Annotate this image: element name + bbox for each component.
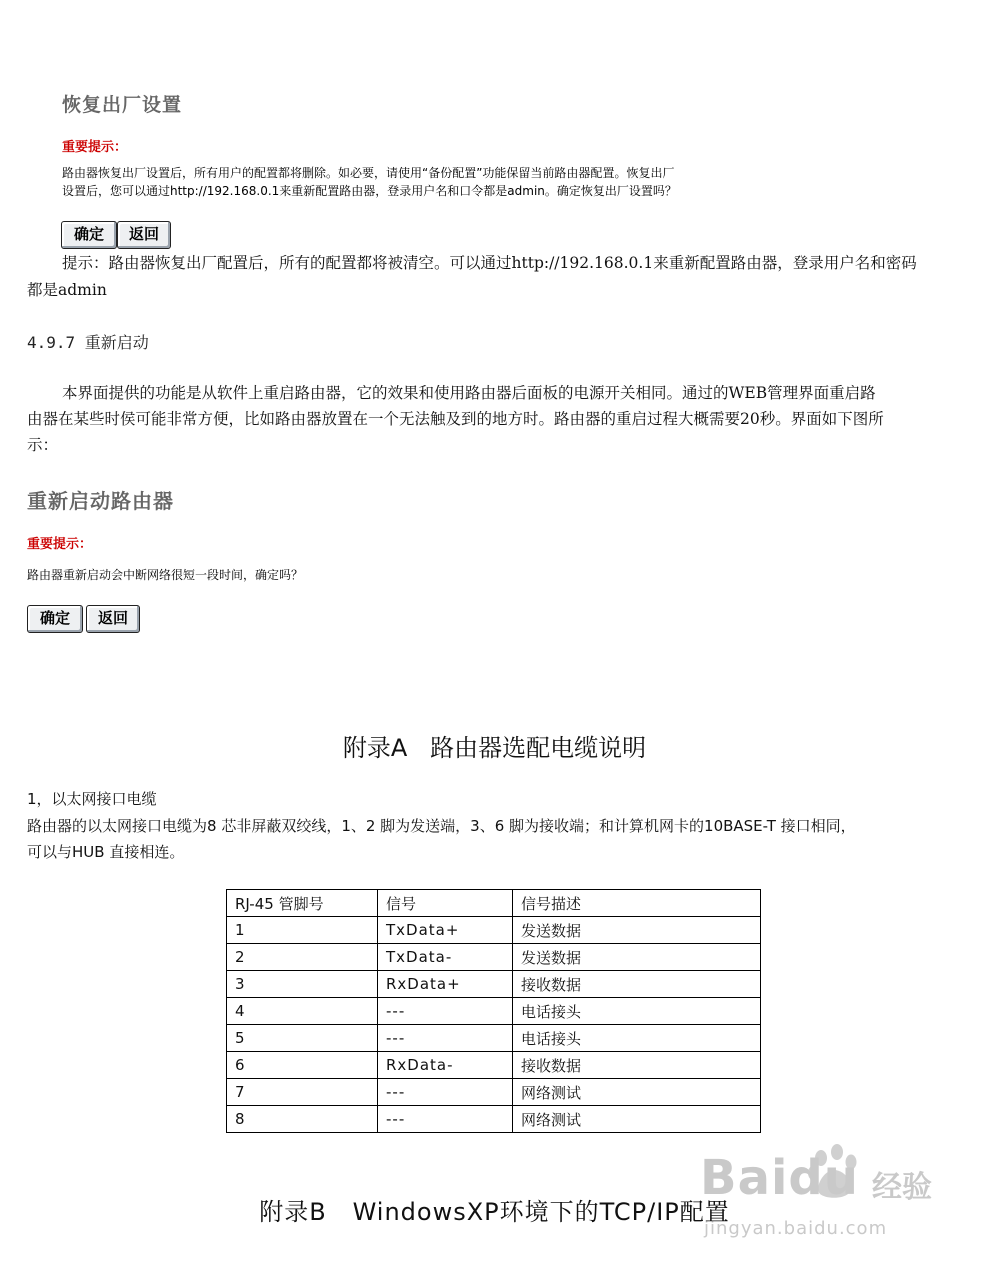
pin-signal: TxData+ [378, 917, 513, 944]
factory-reset-message-line1: 路由器恢复出厂设置后，所有用户的配置都将删除。如必要，请使用“备份配置”功能保留当前路由器配置。恢复出厂 [62, 166, 675, 180]
reboot-title: 重新启动路由器 [27, 489, 174, 513]
appendix-a-desc-line1: 路由器的以太网接口电缆为8 芯非屏蔽双绞线，1、2 脚为发送端，3、6 脚为接收端；和计算机网卡的10BASE-T 接口相同， [27, 817, 856, 835]
reboot-ok-button[interactable]: 确定 [27, 605, 83, 633]
pin-description: 电话接头 [513, 1025, 761, 1052]
pinout-table [226, 889, 761, 1133]
pin-signal: --- [378, 1025, 513, 1052]
table-row [227, 1052, 761, 1079]
factory-reset-ok-button[interactable]: 确定 [61, 221, 117, 249]
section-heading: 4.9.7 重新启动 [27, 333, 149, 352]
table-row [227, 1025, 761, 1052]
appendix-a-title: 附录A 路由器选配电缆说明 [342, 734, 647, 762]
pin-number: 4 [227, 998, 378, 1025]
pin-description: 接收数据 [513, 1052, 761, 1079]
reboot-back-button[interactable]: 返回 [86, 605, 140, 633]
watermark-url: jingyan.baidu.com [704, 1218, 888, 1239]
factory-note-line2: 都是admin [27, 281, 107, 299]
reboot-alert-label: 重要提示： [27, 537, 93, 552]
table-row [227, 1106, 761, 1133]
table-header-row [227, 890, 761, 917]
header-signal: 信号 [378, 890, 513, 917]
pin-signal: --- [378, 1106, 513, 1133]
pin-number: 5 [227, 1025, 378, 1052]
pin-signal: RxData- [378, 1052, 513, 1079]
pin-description: 网络测试 [513, 1106, 761, 1133]
factory-note-line1: 提示：路由器恢复出厂配置后，所有的配置都将被清空。可以通过http://192.168.0.1来重新配置路由器，登录用户名和密码 [62, 254, 917, 272]
table-row [227, 917, 761, 944]
pin-description: 电话接头 [513, 998, 761, 1025]
appendix-a-desc-line2: 可以与HUB 直接相连。 [27, 843, 185, 861]
pin-signal: RxData+ [378, 971, 513, 998]
watermark-cn: 经验 [872, 1170, 932, 1205]
appendix-b-title: 附录B WindowsXP环境下的TCP/IP配置 [259, 1198, 730, 1226]
pin-number: 7 [227, 1079, 378, 1106]
factory-reset-alert-label: 重要提示： [62, 140, 128, 155]
pin-number: 8 [227, 1106, 378, 1133]
pin-signal: --- [378, 998, 513, 1025]
reboot-message: 路由器重新启动会中断网络很短一段时间，确定吗？ [27, 568, 304, 582]
factory-reset-message-line2: 设置后，您可以通过http://192.168.0.1来重新配置路由器，登录用户名和口令都是admin。确定恢复出厂设置吗？ [62, 184, 677, 198]
pin-description: 网络测试 [513, 1079, 761, 1106]
table-row [227, 1079, 761, 1106]
pin-number: 6 [227, 1052, 378, 1079]
reboot-paragraph-line1: 本界面提供的功能是从软件上重启路由器，它的效果和使用路由器后面板的电源开关相同。通过的WEB管理界面重启路 [62, 384, 876, 402]
table-row [227, 998, 761, 1025]
pin-description: 发送数据 [513, 917, 761, 944]
header-description: 信号描述 [513, 890, 761, 917]
reboot-paragraph-line3: 示： [27, 436, 59, 454]
table-row [227, 971, 761, 998]
header-pin: RJ-45 管脚号 [227, 890, 378, 917]
factory-reset-title: 恢复出厂设置 [62, 94, 183, 116]
pin-number: 2 [227, 944, 378, 971]
pin-number: 3 [227, 971, 378, 998]
pin-number: 1 [227, 917, 378, 944]
appendix-a-item-title: 1，以太网接口电缆 [27, 790, 157, 808]
pin-description: 发送数据 [513, 944, 761, 971]
pin-signal: --- [378, 1079, 513, 1106]
pin-signal: TxData- [378, 944, 513, 971]
factory-reset-back-button[interactable]: 返回 [117, 221, 171, 249]
reboot-paragraph-line2: 由器在某些时侯可能非常方便，比如路由器放置在一个无法触及到的地方时。路由器的重启过程大概需要20秒。界面如下图所 [27, 410, 884, 428]
table-row [227, 944, 761, 971]
pin-description: 接收数据 [513, 971, 761, 998]
watermark-brand: Baidu [700, 1150, 859, 1206]
